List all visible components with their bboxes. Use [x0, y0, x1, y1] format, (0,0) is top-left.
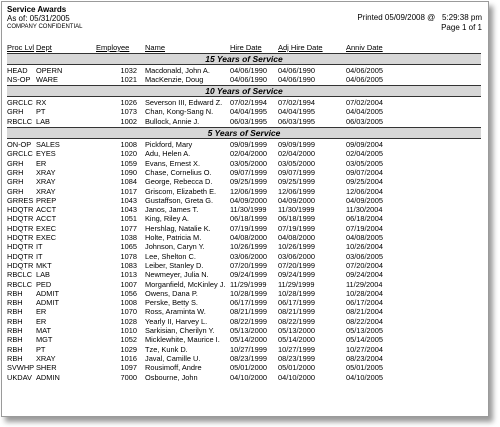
table-row	[2, 98, 488, 107]
anniv-date-cell: 08/21/2004	[346, 307, 383, 317]
group-header: 5 Years of Service	[7, 127, 481, 139]
anniv-date-cell: 04/06/2005	[346, 66, 383, 75]
employee-cell: 1065	[120, 242, 137, 252]
employee-cell: 1043	[120, 195, 137, 205]
adj-hire-date-cell: 09/07/1999	[278, 167, 315, 177]
hire-date-cell: 04/04/1995	[230, 107, 267, 117]
name-cell: Gustaffson, Greta G.	[145, 195, 214, 205]
name-cell: Morganfield, McKinley J.	[145, 279, 226, 289]
employee-cell: 1043	[120, 205, 137, 215]
dept-cell: EXEC	[36, 223, 57, 233]
proc-lvl-cell: HDQTR	[7, 233, 34, 242]
employee-cell: 1029	[120, 344, 137, 354]
adj-hire-date-cell: 08/21/1999	[278, 307, 315, 317]
adj-hire-date-cell: 04/09/2000	[278, 195, 315, 205]
proc-lvl-cell: RBCLC	[7, 270, 33, 280]
dept-cell: ACCT	[36, 214, 57, 224]
anniv-date-cell: 10/28/2004	[346, 288, 383, 298]
table-row	[2, 187, 488, 196]
dept-cell: IT	[36, 251, 43, 261]
proc-lvl-cell: SVWHP	[7, 363, 35, 373]
hire-date-cell: 05/13/2000	[230, 326, 267, 335]
dept-cell: PED	[36, 279, 52, 289]
name-cell: Chan, Kong-Sang N.	[145, 107, 214, 117]
proc-lvl-cell: RBH	[7, 316, 23, 326]
adj-hire-date-cell: 05/13/2000	[278, 326, 315, 335]
anniv-date-cell: 06/17/2004	[346, 298, 383, 308]
employee-cell: 1051	[120, 214, 137, 224]
anniv-date-cell: 07/19/2004	[346, 223, 383, 233]
proc-lvl-cell: RBH	[7, 307, 23, 317]
dept-cell: XRAY	[36, 167, 56, 177]
name-cell: Leiber, Stanley D.	[145, 260, 204, 270]
dept-cell: RX	[36, 98, 47, 107]
hire-date-cell: 09/24/1999	[230, 270, 267, 280]
adj-hire-date-cell: 04/10/2000	[278, 372, 315, 382]
employee-cell: 1070	[120, 307, 137, 317]
dept-cell: EXEC	[36, 233, 57, 242]
table-row	[2, 107, 488, 116]
employee-cell: 7000	[120, 372, 137, 382]
column-header-proc-lvl: Proc Lvl	[7, 43, 35, 52]
name-cell: Tze, Kunk D.	[145, 344, 188, 354]
hire-date-cell: 04/08/2000	[230, 233, 267, 242]
confidential-label: COMPANY CONFIDENTIAL	[7, 24, 83, 30]
name-cell: Ross, Araminta W.	[145, 307, 206, 317]
anniv-date-cell: 05/13/2005	[346, 326, 383, 335]
dept-cell: ACCT	[36, 205, 57, 215]
hire-date-cell: 04/09/2000	[230, 195, 267, 205]
anniv-date-cell: 09/09/2004	[346, 140, 383, 149]
dept-cell: LAB	[36, 270, 50, 280]
proc-lvl-cell: GRH	[7, 186, 24, 196]
hire-date-cell: 09/09/1999	[230, 140, 267, 149]
name-cell: Severson III, Edward Z.	[145, 98, 223, 107]
hire-date-cell: 07/19/1999	[230, 223, 267, 233]
employee-cell: 1028	[120, 316, 137, 326]
proc-lvl-cell: RBH	[7, 288, 23, 298]
hire-date-cell: 10/28/1999	[230, 288, 267, 298]
dept-cell: MAT	[36, 326, 52, 335]
employee-cell: 1056	[120, 288, 137, 298]
proc-lvl-cell: HDQTR	[7, 214, 34, 224]
dept-cell: ADMIT	[36, 288, 59, 298]
table-row	[2, 214, 488, 223]
proc-lvl-cell: HEAD	[7, 66, 28, 75]
proc-lvl-cell: HDQTR	[7, 242, 34, 252]
dept-cell: MGT	[36, 335, 53, 345]
employee-cell: 1008	[120, 298, 137, 308]
hire-date-cell: 12/06/1999	[230, 186, 267, 196]
dept-cell: ER	[36, 158, 47, 168]
adj-hire-date-cell: 03/05/2000	[278, 158, 315, 168]
anniv-date-cell: 05/01/2005	[346, 363, 383, 373]
anniv-date-cell: 08/22/2004	[346, 316, 383, 326]
name-cell: Owens, Dana P.	[145, 288, 198, 298]
adj-hire-date-cell: 08/23/1999	[278, 353, 315, 363]
anniv-date-cell: 07/20/2004	[346, 260, 383, 270]
hire-date-cell: 08/21/1999	[230, 307, 267, 317]
anniv-date-cell: 07/02/2004	[346, 98, 383, 107]
column-header-name: Name	[145, 43, 166, 52]
adj-hire-date-cell: 11/29/1999	[278, 279, 315, 289]
hire-date-cell: 02/04/2000	[230, 149, 267, 159]
employee-cell: 1017	[120, 186, 137, 196]
hire-date-cell: 06/03/1995	[230, 116, 267, 126]
adj-hire-date-cell: 05/14/2000	[278, 335, 315, 345]
employee-cell: 1073	[120, 107, 137, 117]
report-title: Service Awards	[7, 5, 67, 14]
name-cell: Lee, Shelton C.	[145, 251, 196, 261]
employee-cell: 1013	[120, 270, 137, 280]
dept-cell: SHER	[36, 363, 57, 373]
hire-date-cell: 11/30/1999	[230, 205, 267, 215]
adj-hire-date-cell: 04/06/1990	[278, 66, 315, 75]
adj-hire-date-cell: 02/04/2000	[278, 149, 315, 159]
column-header-employee: Employee	[96, 43, 130, 52]
proc-lvl-cell: RBH	[7, 353, 23, 363]
employee-cell: 1008	[120, 140, 137, 149]
anniv-date-cell: 08/23/2004	[346, 353, 383, 363]
name-cell: Evans, Ernest X.	[145, 158, 201, 168]
table-row	[2, 205, 488, 214]
name-cell: Newmeyer, Julia N.	[145, 270, 209, 280]
name-cell: Bullock, Annie J.	[145, 116, 200, 126]
table-row	[2, 280, 488, 289]
printed-timestamp: Printed 05/09/2008 @ 5:29:38 pm	[357, 13, 482, 22]
name-cell: Chase, Cornelius O.	[145, 167, 212, 177]
table-row	[2, 196, 488, 205]
column-header-dept: Dept	[36, 43, 52, 52]
anniv-date-cell: 06/18/2004	[346, 214, 383, 224]
proc-lvl-cell: RBH	[7, 344, 23, 354]
proc-lvl-cell: GRH	[7, 167, 24, 177]
name-cell: Janos, James T.	[145, 205, 199, 215]
adj-hire-date-cell: 10/28/1999	[278, 288, 315, 298]
hire-date-cell: 06/17/1999	[230, 298, 267, 308]
proc-lvl-cell: HDQTR	[7, 223, 34, 233]
report-page	[1, 1, 489, 417]
dept-cell: XRAY	[36, 186, 56, 196]
column-header-anniv-date: Anniv Date	[346, 43, 383, 52]
table-row	[2, 270, 488, 279]
page-number: Page 1 of 1	[441, 23, 482, 32]
proc-lvl-cell: GRRES	[7, 195, 34, 205]
hire-date-cell: 09/25/1999	[230, 177, 267, 187]
adj-hire-date-cell: 10/26/1999	[278, 242, 315, 252]
table-row	[2, 242, 488, 251]
table-row	[2, 117, 488, 126]
name-cell: Macdonald, John A.	[145, 66, 210, 75]
adj-hire-date-cell: 04/08/2000	[278, 233, 315, 242]
anniv-date-cell: 04/10/2005	[346, 372, 383, 382]
adj-hire-date-cell: 07/02/1994	[278, 98, 315, 107]
dept-cell: ER	[36, 307, 47, 317]
employee-cell: 1020	[120, 149, 137, 159]
adj-hire-date-cell: 06/03/1995	[278, 116, 315, 126]
proc-lvl-cell: GRH	[7, 177, 24, 187]
employee-cell: 1090	[120, 167, 137, 177]
table-row	[2, 298, 488, 307]
dept-cell: XRAY	[36, 177, 56, 187]
table-row	[2, 335, 488, 344]
hire-date-cell: 07/20/1999	[230, 260, 267, 270]
adj-hire-date-cell: 06/17/1999	[278, 298, 315, 308]
table-row	[2, 261, 488, 270]
name-cell: Sarkisian, Cherilyn Y.	[145, 326, 215, 335]
employee-cell: 1010	[120, 326, 137, 335]
employee-cell: 1032	[120, 66, 137, 75]
name-cell: Javal, Camille U.	[145, 353, 201, 363]
proc-lvl-cell: HDQTR	[7, 260, 34, 270]
table-row	[2, 168, 488, 177]
adj-hire-date-cell: 08/22/1999	[278, 316, 315, 326]
hire-date-cell: 10/27/1999	[230, 344, 267, 354]
dept-cell: ADMIN	[36, 372, 60, 382]
employee-cell: 1097	[120, 363, 137, 373]
table-row	[2, 224, 488, 233]
adj-hire-date-cell: 03/06/2000	[278, 251, 315, 261]
anniv-date-cell: 09/24/2004	[346, 270, 383, 280]
name-cell: MacKenzie, Doug	[145, 75, 204, 85]
table-row	[2, 252, 488, 261]
hire-date-cell: 04/10/2000	[230, 372, 267, 382]
table-row	[2, 159, 488, 168]
adj-hire-date-cell: 10/27/1999	[278, 344, 315, 354]
employee-cell: 1059	[120, 158, 137, 168]
adj-hire-date-cell: 09/09/1999	[278, 140, 315, 149]
dept-cell: WARE	[36, 75, 58, 85]
anniv-date-cell: 06/03/2005	[346, 116, 383, 126]
name-cell: Hershlag, Natalie K.	[145, 223, 211, 233]
anniv-date-cell: 09/07/2004	[346, 167, 383, 177]
table-row	[2, 233, 488, 242]
dept-cell: PT	[36, 344, 46, 354]
table-row	[2, 363, 488, 372]
hire-date-cell: 08/22/1999	[230, 316, 267, 326]
name-cell: Johnson, Caryn Y.	[145, 242, 205, 252]
dept-cell: IT	[36, 242, 43, 252]
table-row	[2, 345, 488, 354]
anniv-date-cell: 04/08/2005	[346, 233, 383, 242]
adj-hire-date-cell: 12/06/1999	[278, 186, 315, 196]
hire-date-cell: 06/18/1999	[230, 214, 267, 224]
employee-cell: 1052	[120, 335, 137, 345]
dept-cell: ADMIT	[36, 298, 59, 308]
hire-date-cell: 03/05/2000	[230, 158, 267, 168]
anniv-date-cell: 10/27/2004	[346, 344, 383, 354]
table-row	[2, 75, 488, 84]
name-cell: Perske, Betty S.	[145, 298, 198, 308]
employee-cell: 1083	[120, 260, 137, 270]
proc-lvl-cell: GRH	[7, 107, 24, 117]
dept-cell: MKT	[36, 260, 52, 270]
dept-cell: OPERN	[36, 66, 63, 75]
anniv-date-cell: 03/06/2005	[346, 251, 383, 261]
name-cell: Osbourne, John	[145, 372, 198, 382]
table-row	[2, 307, 488, 316]
table-row	[2, 289, 488, 298]
proc-lvl-cell: RBH	[7, 335, 23, 345]
dept-cell: EYES	[36, 149, 56, 159]
employee-cell: 1084	[120, 177, 137, 187]
adj-hire-date-cell: 11/30/1999	[278, 205, 315, 215]
adj-hire-date-cell: 09/25/1999	[278, 177, 315, 187]
adj-hire-date-cell: 04/06/1990	[278, 75, 315, 85]
dept-cell: SALES	[36, 140, 60, 149]
proc-lvl-cell: ON-OP	[7, 140, 32, 149]
proc-lvl-cell: NS-OP	[7, 75, 31, 85]
table-row	[2, 140, 488, 149]
table-row	[2, 66, 488, 75]
hire-date-cell: 07/02/1994	[230, 98, 267, 107]
proc-lvl-cell: UKDAV	[7, 372, 32, 382]
employee-cell: 1078	[120, 251, 137, 261]
table-row	[2, 317, 488, 326]
adj-hire-date-cell: 07/19/1999	[278, 223, 315, 233]
anniv-date-cell: 04/06/2005	[346, 75, 383, 85]
dept-cell: PREP	[36, 195, 57, 205]
dept-cell: LAB	[36, 116, 50, 126]
hire-date-cell: 11/29/1999	[230, 279, 267, 289]
adj-hire-date-cell: 04/04/1995	[278, 107, 315, 117]
name-cell: George, Rebecca D.	[145, 177, 213, 187]
proc-lvl-cell: GRCLC	[7, 98, 33, 107]
hire-date-cell: 09/07/1999	[230, 167, 267, 177]
anniv-date-cell: 10/26/2004	[346, 242, 383, 252]
hire-date-cell: 04/06/1990	[230, 75, 267, 85]
hire-date-cell: 05/14/2000	[230, 335, 267, 345]
adj-hire-date-cell: 06/18/1999	[278, 214, 315, 224]
column-header-hire-date: Hire Date	[230, 43, 262, 52]
as-of-date: As of: 05/31/2005	[7, 14, 70, 23]
anniv-date-cell: 11/29/2004	[346, 279, 383, 289]
proc-lvl-cell: GRCLC	[7, 149, 33, 159]
anniv-date-cell: 02/04/2005	[346, 149, 383, 159]
proc-lvl-cell: GRH	[7, 158, 24, 168]
employee-cell: 1038	[120, 233, 137, 242]
employee-cell: 1002	[120, 116, 137, 126]
employee-cell: 1021	[120, 75, 137, 85]
hire-date-cell: 03/06/2000	[230, 251, 267, 261]
proc-lvl-cell: RBH	[7, 326, 23, 335]
table-row	[2, 354, 488, 363]
table-row	[2, 373, 488, 382]
anniv-date-cell: 04/09/2005	[346, 195, 383, 205]
hire-date-cell: 10/26/1999	[230, 242, 267, 252]
proc-lvl-cell: RBCLC	[7, 279, 33, 289]
employee-cell: 1016	[120, 353, 137, 363]
table-row	[2, 326, 488, 335]
proc-lvl-cell: RBH	[7, 298, 23, 308]
hire-date-cell: 05/01/2000	[230, 363, 267, 373]
table-row	[2, 177, 488, 186]
column-header-adj-hire-date: Adj Hire Date	[278, 43, 323, 52]
employee-cell: 1007	[120, 279, 137, 289]
name-cell: Holte, Patricia M.	[145, 233, 202, 242]
name-cell: Micklewhite, Maurice I.	[145, 335, 220, 345]
hire-date-cell: 08/23/1999	[230, 353, 267, 363]
name-cell: Griscom, Elizabeth E.	[145, 186, 217, 196]
name-cell: Yearly II, Harvey L.	[145, 316, 208, 326]
name-cell: Adu, Helen A.	[145, 149, 191, 159]
adj-hire-date-cell: 07/20/1999	[278, 260, 315, 270]
dept-cell: ER	[36, 316, 47, 326]
dept-cell: PT	[36, 107, 46, 117]
name-cell: Rousimoff, Andre	[145, 363, 202, 373]
employee-cell: 1026	[120, 98, 137, 107]
anniv-date-cell: 04/04/2005	[346, 107, 383, 117]
name-cell: King, Riley A.	[145, 214, 189, 224]
table-row	[2, 149, 488, 158]
anniv-date-cell: 09/25/2004	[346, 177, 383, 187]
name-cell: Pickford, Mary	[145, 140, 193, 149]
anniv-date-cell: 11/30/2004	[346, 205, 383, 215]
group-header: 10 Years of Service	[7, 85, 481, 97]
group-header: 15 Years of Service	[7, 53, 481, 65]
employee-cell: 1077	[120, 223, 137, 233]
adj-hire-date-cell: 05/01/2000	[278, 363, 315, 373]
anniv-date-cell: 05/14/2005	[346, 335, 383, 345]
proc-lvl-cell: RBCLC	[7, 116, 33, 126]
proc-lvl-cell: HDQTR	[7, 251, 34, 261]
dept-cell: XRAY	[36, 353, 56, 363]
anniv-date-cell: 12/06/2004	[346, 186, 383, 196]
adj-hire-date-cell: 09/24/1999	[278, 270, 315, 280]
hire-date-cell: 04/06/1990	[230, 66, 267, 75]
proc-lvl-cell: HDQTR	[7, 205, 34, 215]
anniv-date-cell: 03/05/2005	[346, 158, 383, 168]
